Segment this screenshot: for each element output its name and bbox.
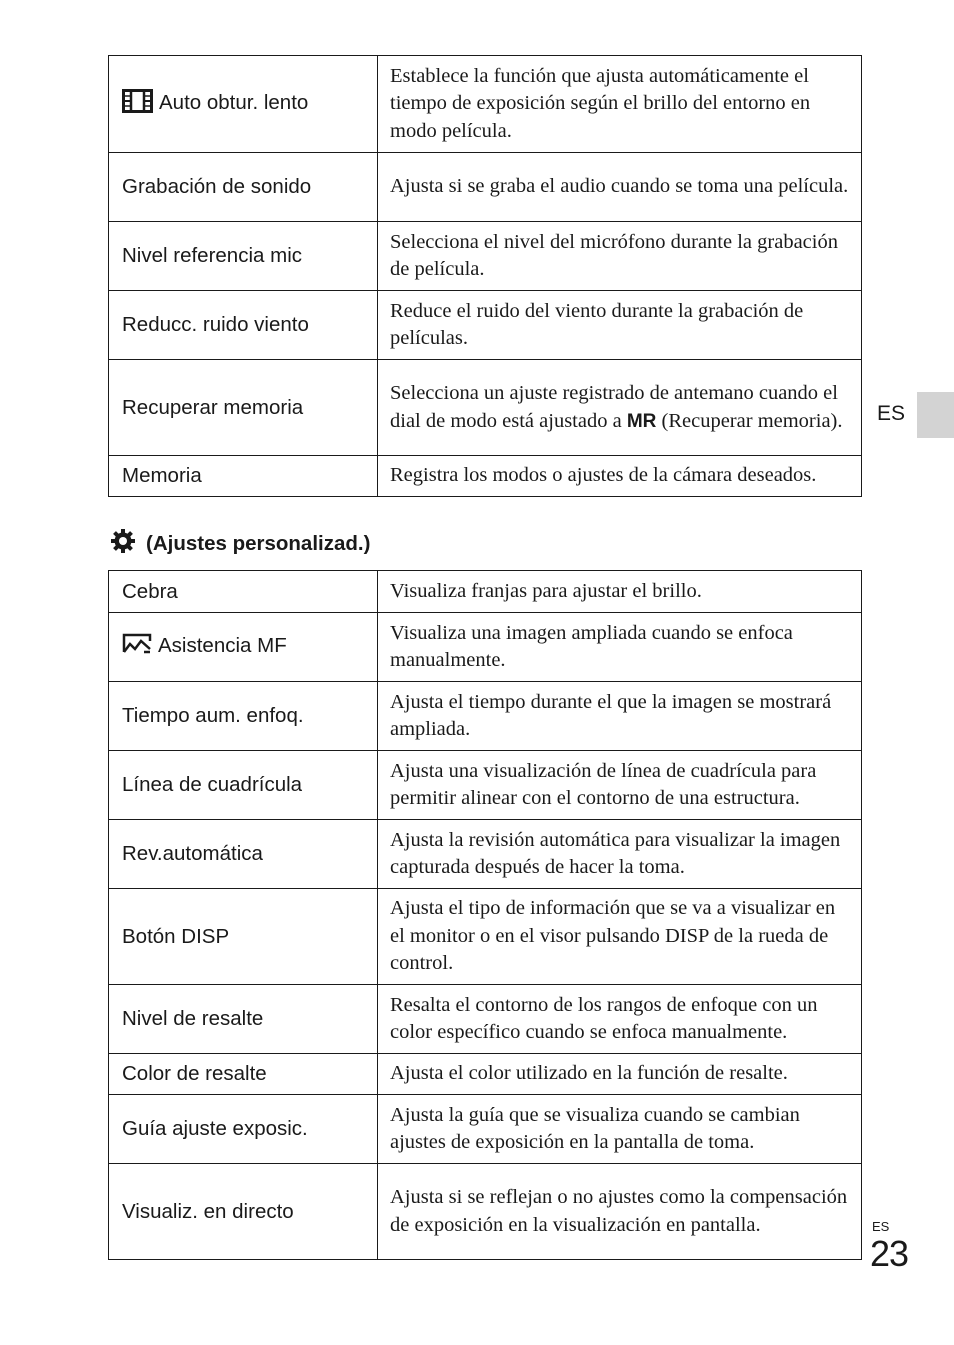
desc-cell: Registra los modos o ajustes de la cámara deseados.: [378, 456, 862, 497]
table-row: [109, 889, 862, 985]
term-cell: Nivel referencia mic: [109, 222, 378, 291]
term-cell: Nivel de resalte: [109, 985, 378, 1054]
desc-cell: Ajusta la revisión automática para visualizar la imagen capturada después de hacer la toma.: [378, 820, 862, 889]
term-cell: Reducc. ruido viento: [109, 291, 378, 360]
term-cell: Memoria: [109, 456, 378, 497]
table-row: [109, 56, 862, 153]
table-row: [109, 571, 862, 613]
table-row: [109, 820, 862, 889]
term-cell: Tiempo aum. enfoq.: [109, 682, 378, 751]
movie-film-icon: [122, 89, 153, 119]
term-cell: Guía ajuste exposic.: [109, 1095, 378, 1164]
desc-cell: Resalta el contorno de los rangos de enfoque con un color específico cuando se enfoca manualmente.: [378, 985, 862, 1054]
table-row: [109, 1095, 862, 1164]
desc-cell: Selecciona el nivel del micrófono durante la grabación de película.: [378, 222, 862, 291]
page-number: 23: [870, 1233, 909, 1274]
term-cell: Visualiz. en directo: [109, 1164, 378, 1260]
movie-settings-table: [108, 55, 862, 497]
term-cell: Rev.automática: [109, 820, 378, 889]
desc-cell: Establece la función que ajusta automáticamente el tiempo de exposición según el brillo del entorno en modo película.: [378, 56, 862, 153]
term-label: Auto obtur. lento: [159, 91, 309, 114]
term-cell: Cebra: [109, 571, 378, 613]
table-row: [109, 1054, 862, 1095]
desc-cell: Reduce el ruido del viento durante la grabación de películas.: [378, 291, 862, 360]
language-tab-label: ES: [877, 402, 906, 425]
term-cell: Grabación de sonido: [109, 153, 378, 222]
term-label: Asistencia MF: [158, 634, 287, 657]
table-row: [109, 153, 862, 222]
desc-cell: Visualiza franjas para ajustar el brillo.: [378, 571, 862, 613]
gear-icon: [110, 528, 136, 560]
desc-cell: Ajusta el tipo de información que se va a visualizar en el monitor o en el visor pulsando DISP de la rueda de control.: [378, 889, 862, 985]
page-language: ES: [872, 1219, 890, 1234]
table-row: [109, 456, 862, 497]
desc-cell: Ajusta la guía que se visualiza cuando se cambian ajustes de exposición en la pantalla de toma.: [378, 1095, 862, 1164]
table-row: [109, 985, 862, 1054]
table-row: [109, 222, 862, 291]
term-cell: Botón DISP: [109, 889, 378, 985]
section-title: (Ajustes personalizad.): [146, 532, 371, 555]
custom-settings-table: [108, 570, 862, 1260]
language-tab: [917, 392, 954, 438]
desc-cell: Ajusta si se graba el audio cuando se toma una película.: [378, 153, 862, 222]
term-cell: [109, 613, 378, 682]
desc-cell: Ajusta el color utilizado en la función de resalte.: [378, 1054, 862, 1095]
section-heading: [110, 528, 370, 560]
desc-cell: Ajusta el tiempo durante el que la imagen se mostrará ampliada.: [378, 682, 862, 751]
term-cell: Color de resalte: [109, 1054, 378, 1095]
desc-cell: Visualiza una imagen ampliada cuando se enfoca manualmente.: [378, 613, 862, 682]
table-row: [109, 613, 862, 682]
mf-assist-icon: [122, 632, 152, 662]
mr-mode-label: MR: [626, 410, 657, 432]
desc-cell: Ajusta si se reflejan o no ajustes como la compensación de exposición en la visualización en pantalla.: [378, 1164, 862, 1260]
table-row: [109, 751, 862, 820]
desc-cell: Ajusta una visualización de línea de cuadrícula para permitir alinear con el contorno de una estructura.: [378, 751, 862, 820]
term-cell: Línea de cuadrícula: [109, 751, 378, 820]
desc-text: Selecciona un ajuste registrado de antemano cuando el dial de modo está ajustado a: [390, 382, 838, 432]
term-cell: Recuperar memoria: [109, 360, 378, 456]
table-row: [109, 1164, 862, 1260]
table-row: [109, 291, 862, 360]
desc-text: (Recuperar memoria).: [656, 409, 843, 432]
table-row: [109, 360, 862, 456]
table-row: [109, 682, 862, 751]
term-cell: [109, 56, 378, 153]
desc-cell: [378, 360, 862, 456]
